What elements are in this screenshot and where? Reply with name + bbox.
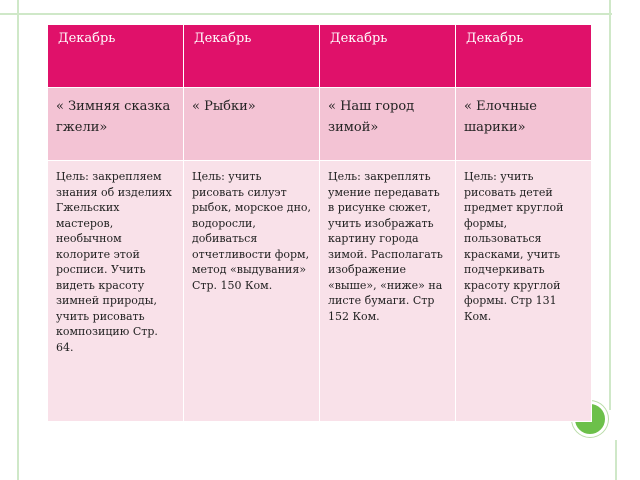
header-cell-month: Декабрь [48,25,184,88]
lesson-plan-table [47,24,592,422]
lesson-goal-cell: Цель: учить рисовать детей предмет круглой формы, пользоваться красками, учить подчеркивать красоту круглой формы. Стр 131 Ком. [456,161,592,422]
decor-line-left [17,0,19,480]
lesson-title-cell: « Зимняя сказка гжели» [48,88,184,161]
decor-line-right [609,0,611,410]
header-cell-month: Декабрь [320,25,456,88]
lesson-title-row [48,88,592,161]
table-header-row [48,25,592,88]
lesson-goal-row [48,161,592,422]
decor-line-right-lower [615,440,617,480]
lesson-title-cell: « Елочные шарики» [456,88,592,161]
lesson-title-cell: « Наш город зимой» [320,88,456,161]
lesson-goal-cell: Цель: закреплять умение передавать в рисунке сюжет, учить изображать картину города зимой. Располагать изображение «выше», «ниже» на листе бумаги. Стр 152 Ком. [320,161,456,422]
lesson-goal-cell: Цель: учить рисовать силуэт рыбок, морское дно, водоросли, добиваться отчетливости форм, метод «выдувания» Стр. 150 Ком. [184,161,320,422]
lesson-goal-cell: Цель: закрепляем знания об изделиях Гжельских мастеров, необычном колорите этой росписи. Учить видеть красоту зимней природы, учить рисовать композицию Стр. 64. [48,161,184,422]
header-cell-month: Декабрь [456,25,592,88]
header-cell-month: Декабрь [184,25,320,88]
decor-line-top [0,13,612,15]
lesson-title-cell: « Рыбки» [184,88,320,161]
